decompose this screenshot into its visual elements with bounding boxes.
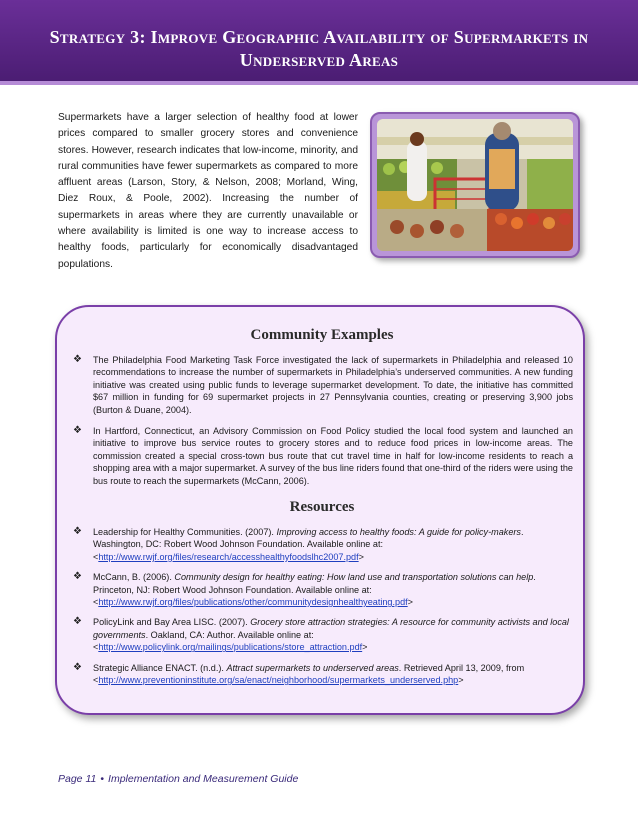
angle-close: > <box>407 597 413 608</box>
citation-author: Leadership for Healthy Communities. (2007). <box>93 527 277 537</box>
page-title: Strategy 3: Improve Geographic Availability of Supermarkets in Underserved Areas <box>49 27 589 70</box>
community-example-text: In Hartford, Connecticut, an Advisory Commission on Food Policy studied the local food system and launched an initiative to improve bus service routes to grocery stores and to reduce food prices in low-income areas. The commission created a special cross-town bus route that cut travel time in half for low-income residents to reach a shopping area with a major supermarket. A survey of the bus line riders found that one-third of the riders were using the bus route to reach the supermarkets (McCann, 2006). <box>93 426 573 486</box>
citation-source: . Oakland, CA: Author. Available online at: <box>145 629 314 640</box>
angle-close: > <box>358 551 364 562</box>
citation-link[interactable]: http://www.rwjf.org/files/publications/other/communitydesignhealthyeating.pdf <box>98 597 408 608</box>
bullet-separator-icon: • <box>100 773 105 785</box>
angle-close: > <box>458 675 464 686</box>
citation-source: . Princeton, NJ: Robert Wood Johnson Foundation. Available online at: <box>93 572 536 595</box>
diamond-bullet-icon: ❖ <box>73 526 82 537</box>
angle-open: < <box>93 597 99 608</box>
resources-heading: Resources <box>289 499 355 515</box>
resources-list <box>73 526 573 694</box>
community-examples-list <box>73 354 573 496</box>
supermarket-photo <box>370 112 580 258</box>
list-item <box>73 616 573 653</box>
page-number: Page 11 <box>58 773 97 785</box>
citation-source: . Retrieved April 13, 2009, from <box>398 662 525 673</box>
supermarket-photo-image <box>377 119 573 251</box>
citation-link[interactable]: http://www.rwjf.org/files/research/accesshealthyfoodslhc2007.pdf <box>98 551 359 562</box>
citation-author: PolicyLink and Bay Area LISC. (2007). <box>93 617 251 628</box>
list-item <box>73 425 573 487</box>
community-examples-heading: Community Examples <box>250 327 394 343</box>
citation-link[interactable]: http://www.policylink.org/mailings/publications/store_attraction.pdf <box>98 642 363 653</box>
diamond-bullet-icon: ❖ <box>73 425 82 437</box>
list-item <box>73 354 573 416</box>
angle-open: < <box>93 551 99 562</box>
list-item <box>73 662 573 687</box>
title-banner <box>0 0 638 85</box>
citation-title: Improving access to healthy foods: A guide for policy-makers <box>276 527 521 537</box>
citation-title: Community design for healthy eating: How land use and transportation solutions can help <box>174 572 534 583</box>
diamond-bullet-icon: ❖ <box>73 661 82 673</box>
citation-title: Attract supermarkets to underserved areas <box>226 662 399 673</box>
diamond-bullet-icon: ❖ <box>73 354 82 365</box>
page-footer <box>58 773 298 785</box>
citation-author: Strategic Alliance ENACT. (n.d.). <box>93 662 227 673</box>
citation-link[interactable]: http://www.preventioninstitute.org/sa/enact/neighborhood/supermarkets_underserved.php <box>98 675 459 686</box>
angle-open: < <box>93 642 99 653</box>
community-example-text: The Philadelphia Food Marketing Task Force investigated the lack of supermarkets in Philadelphia and released 10 recommendations to increase the number of supermarkets in Philadelphia’s underserved communities. A new funding initiative was created using public funds to leverage supermarket development. To date, the initiative has committed $67 million in funding for 69 supermarket projects in 27 Pennsylvania counties, creating or preserving 3,900 jobs (Burton & Duane, 2004). <box>93 355 573 415</box>
list-item <box>73 571 573 608</box>
angle-open: < <box>93 675 99 686</box>
angle-close: > <box>362 642 368 653</box>
citation-title: Grocery store attraction strategies: A resource for community activists and local governments <box>93 617 569 640</box>
list-item <box>73 526 573 563</box>
guide-title: Implementation and Measurement Guide <box>108 773 299 785</box>
community-resources-box <box>55 305 585 715</box>
diamond-bullet-icon: ❖ <box>73 616 82 628</box>
citation-author: McCann, B. (2006). <box>93 572 175 583</box>
diamond-bullet-icon: ❖ <box>73 571 82 583</box>
intro-paragraph: Supermarkets have a larger selection of healthy food at lower prices compared to smaller grocery stores and convenience stores. However, research indicates that low-income, minority, and rural communities have fewer supermarkets as compared to more affluent areas (Larson, Story, & Nelson, 2008; Morland, Wing, Diez Roux, & Poole, 2002). Increasing the number of supermarkets in areas where they are currently unavailable or where availability is limited is one way to increase access to healthy foods, particularly for economically disadvantaged populations. <box>58 112 358 270</box>
citation-source: . Washington, DC: Robert Wood Johnson Foundation. Available online at: <box>93 527 524 550</box>
